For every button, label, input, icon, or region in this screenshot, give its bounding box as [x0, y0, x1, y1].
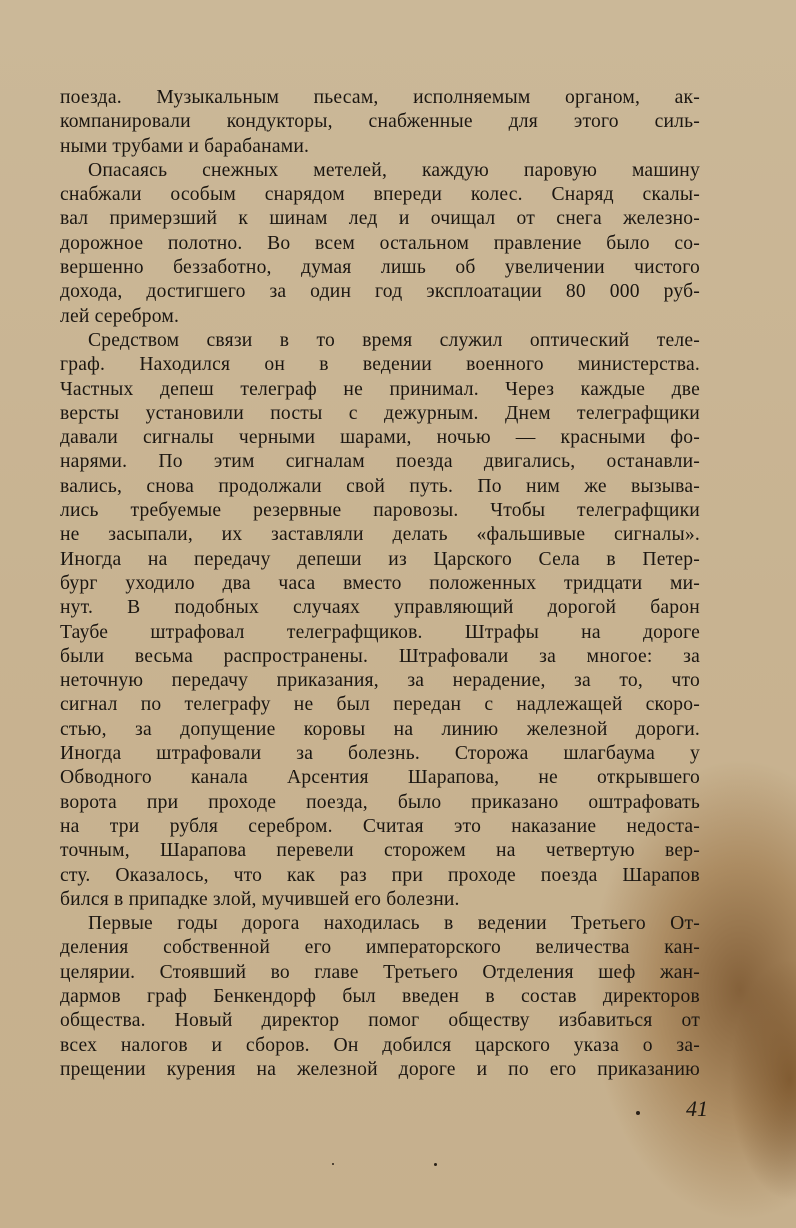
text-line: Таубе штрафовал телеграфщиков. Штрафы на дороге [60, 621, 700, 643]
text-line: были весьма распространены. Штрафовали за многое: за [60, 645, 700, 667]
text-line: целярии. Стоявший во главе Третьего Отделения шеф жан- [60, 961, 700, 983]
text-line: вал примерзший к шинам лед и очищал от снега железно- [60, 208, 700, 230]
text-line: на три рубля серебром. Считая это наказание недоста- [60, 815, 700, 837]
text-line: лись требуемые резервные паровозы. Чтобы телеграфщики [60, 500, 700, 522]
text-line: Иногда штрафовали за болезнь. Сторожа шлагбаума у [60, 743, 700, 765]
text-line: не засыпали, их заставляли делать «фальшивые сигналы». [60, 524, 700, 546]
text-line: деления собственной его императорского величества кан- [60, 937, 700, 959]
text-line: лей серебром. [60, 305, 180, 327]
text-line: ными трубами и барабанами. [60, 135, 310, 157]
text-line: давали сигналы черными шарами, ночью — красными фо- [60, 427, 700, 449]
paragraph-start-line: Первые годы дорога находилась в ведении Третьего От- [88, 913, 700, 935]
paragraph-start-line: Средством связи в то время служил оптический теле- [88, 329, 700, 351]
text-line: вершенно беззаботно, думая лишь об увеличении чистого [60, 257, 700, 279]
text-line: Иногда на передачу депеши из Царского Села в Петер- [60, 548, 700, 570]
text-line: дармов граф Бенкендорф был введен в состав директоров [60, 985, 700, 1007]
page-number: 41 [686, 1096, 708, 1121]
text-line: Обводного канала Арсентия Шарапова, не открывшего [60, 767, 700, 789]
body-text [60, 86, 700, 1082]
ink-speck [434, 1163, 437, 1166]
text-line: граф. Находился он в ведении военного министерства. [60, 354, 700, 376]
text-line: поезда. Музыкальным пьесам, исполняемым органом, ак- [60, 87, 700, 108]
text-line: дохода, достигшего за один год эксплоатации 80 000 руб- [60, 281, 700, 303]
text-line: бург уходило два часа вместо положенных тридцати ми- [60, 572, 700, 594]
text-line: версты установили посты с дежурным. Днем телеграфщики [60, 402, 700, 424]
ink-speck [332, 1163, 334, 1165]
text-line: сигнал по телеграфу не был передан с надлежащей скоро- [60, 694, 700, 716]
text-line: общества. Новый директор помог обществу избавиться от [60, 1010, 700, 1032]
text-line: бился в припадке злой, мучившей его болезни. [60, 888, 460, 910]
text-line: снабжали особым снарядом впереди колес. Снаряд скалы- [60, 184, 700, 206]
ink-speck [636, 1111, 640, 1115]
text-line: компанировали кондукторы, снабженные для этого силь- [60, 111, 700, 133]
text-line: Частных депеш телеграф не принимал. Через каждые две [60, 378, 700, 400]
text-line: точным, Шарапова перевели сторожем на четвертую вер- [60, 840, 700, 862]
text-line: нут. В подобных случаях управляющий дорогой барон [60, 597, 700, 619]
paragraph-start-line: Опасаясь снежных метелей, каждую паровую машину [88, 159, 700, 181]
text-line: вались, снова продолжали свой путь. По ним же вызыва- [60, 475, 700, 497]
text-line: стью, за допущение коровы на линию железной дороги. [60, 718, 700, 740]
text-line: сту. Оказалось, что как раз при проходе поезда Шарапов [60, 864, 700, 886]
text-line: прещении курения на железной дороге и по его приказанию [60, 1058, 700, 1080]
text-line: всех налогов и сборов. Он добился царского указа о за- [60, 1034, 700, 1056]
text-line: ворота при проходе поезда, было приказано оштрафовать [60, 791, 700, 813]
text-line: нарями. По этим сигналам поезда двигались, останавли- [60, 451, 700, 473]
text-line: неточную передачу приказания, за нерадение, за то, что [60, 670, 700, 692]
text-line: дорожное полотно. Во всем остальном правление было со- [60, 232, 700, 254]
